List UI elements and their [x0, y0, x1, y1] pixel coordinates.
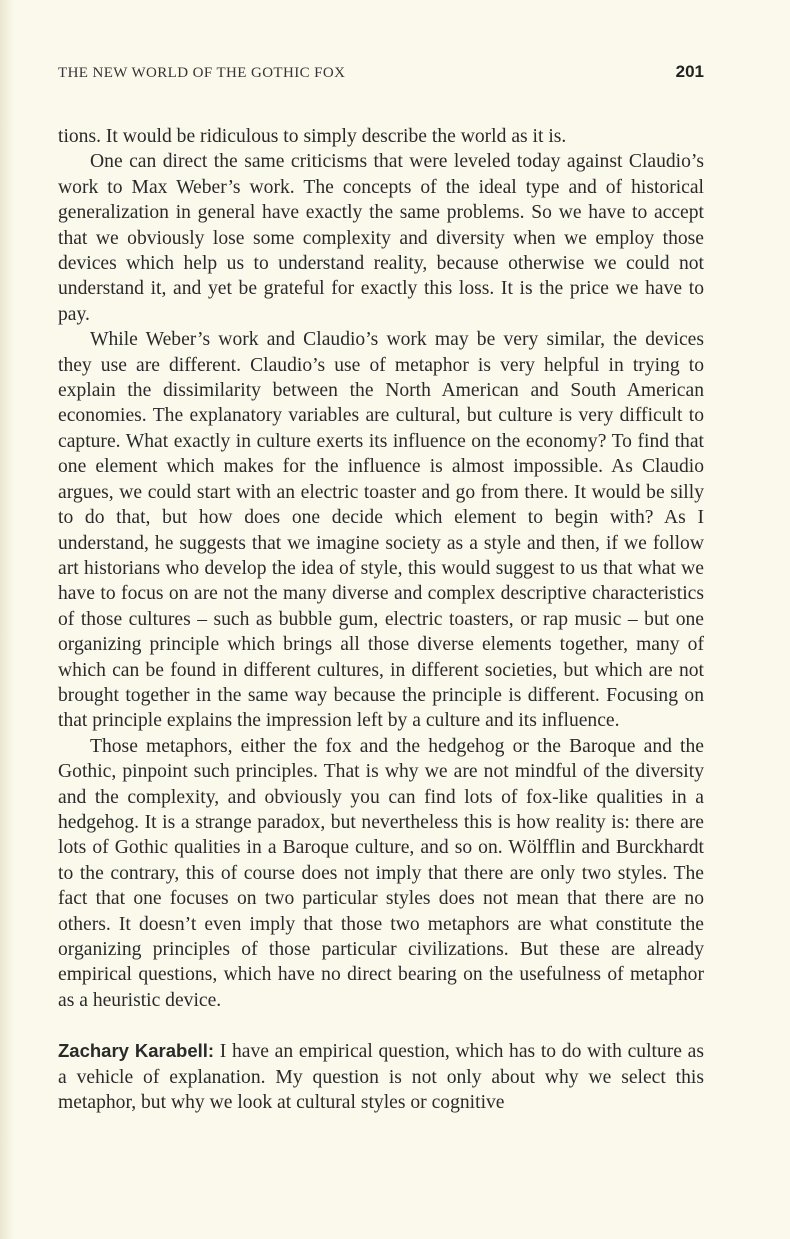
speaker-turn-text: I have an empirical question, which has to do with culture as a vehicle of explanation. My question is not only about why we select this metaphor, but why we look at cultural styles or cognitive: [58, 1041, 704, 1114]
paragraph: One can direct the same criticisms that were leveled today against Claudio’s work to Max Weber’s work. The concepts of the ideal type and of historical generalization in general have exactly the same problems. So we have to accept that we obviously lose some complexity and diversity when we employ those devices which help us to understand reality, because otherwise we could not understand it, and yet be grateful for exactly this loss. It is the price we have to pay.: [58, 151, 704, 325]
body-text: [58, 124, 704, 1115]
paragraph-continuation: tions. It would be ridiculous to simply describe the world as it is.: [58, 126, 567, 147]
paragraph: Those metaphors, either the fox and the hedgehog or the Baroque and the Gothic, pinpoint such principles. That is why we are not mindful of the diversity and the complexity, and obviously you can find lots of fox-like qualities in a hedgehog. It is a strange paradox, but nevertheless this is how reality is: there are lots of Gothic qualities in a Baroque culture, and so on. Wölfflin and Burckhardt to the contrary, this of course does not imply that there are only two styles. The fact that one focuses on two particular styles does not mean that there are no others. It doesn’t even imply that those two metaphors are what constitute the organizing principles of those particular civilizations. But these are already empirical questions, which have no direct bearing on the usefulness of metaphor as a heuristic device.: [58, 735, 704, 1011]
speaker-turn-paragraph: [58, 1038, 704, 1115]
speaker-name: Zachary Karabell:: [58, 1040, 215, 1062]
running-head: THE NEW WORLD OF THE GOTHIC FOX: [58, 65, 346, 81]
paragraph: While Weber’s work and Claudio’s work may be very similar, the devices they use are different. Claudio’s use of metaphor is very helpful in trying to explain the dissimilarity between the North American and South American economies. The explanatory variables are cultural, but culture is very difficult to capture. What exactly in culture exerts its influence on the economy? To find that one element which makes for the influence is almost impossible. As Claudio argues, we could start with an electric toaster and go from there. It would be silly to do that, but how does one decide which element to begin with? As I understand, he suggests that we imagine society as a style and then, if we follow art historians who develop the idea of style, this would suggest to us that what we have to focus on are not the many diverse and complex descriptive characteristics of those cultures – such as bubble gum, electric toasters, or rap music – but one organizing principle which brings all those diverse elements together, many of which can be found in different cultures, in different societies, but which are not brought together in the same way because the principle is different. Focusing on that principle explains the impression left by a culture and its influence.: [58, 329, 704, 732]
page-header: [58, 62, 704, 82]
page-number: 201: [675, 62, 704, 81]
page-edge-shadow: [0, 0, 14, 1239]
